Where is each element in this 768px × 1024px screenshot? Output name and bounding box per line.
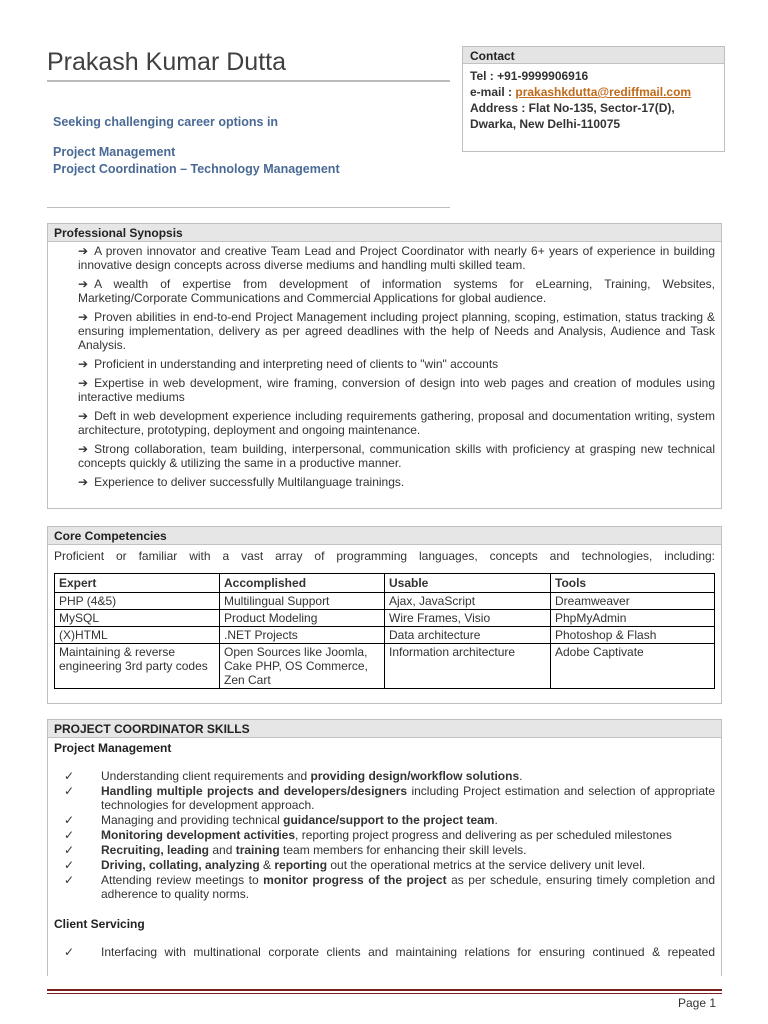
synopsis-item-text: Experience to deliver successfully Multilanguage trainings. bbox=[94, 475, 405, 489]
table-row bbox=[55, 610, 715, 627]
skill-text-part: . bbox=[494, 813, 498, 827]
table-cell: MySQL bbox=[55, 610, 220, 627]
table-cell: Ajax, JavaScript bbox=[385, 593, 551, 610]
checkmark-icon: ✓ bbox=[64, 858, 75, 872]
skill-item bbox=[64, 769, 715, 783]
checkmark-icon: ✓ bbox=[64, 873, 75, 887]
table-cell: Adobe Captivate bbox=[551, 644, 715, 689]
career-objective bbox=[53, 114, 443, 178]
contact-title: Contact bbox=[463, 47, 724, 64]
skill-item-text bbox=[101, 843, 715, 857]
skill-text-part: & bbox=[259, 858, 275, 872]
arrow-icon: ➔ bbox=[78, 475, 89, 489]
contact-phone: Tel : +91-9999906916 bbox=[470, 69, 589, 83]
core-competencies-section bbox=[47, 526, 722, 704]
skill-item-text: Interfacing with multinational corporate clients and maintaining relations for ensuring continued & repeated bbox=[101, 945, 715, 959]
project-management-list bbox=[48, 755, 721, 901]
table-cell: Product Modeling bbox=[220, 610, 385, 627]
skill-item bbox=[64, 843, 715, 857]
footer-rule-thin bbox=[47, 993, 722, 994]
synopsis-item bbox=[78, 409, 715, 437]
project-management-heading: Project Management bbox=[54, 741, 172, 755]
skill-text-part: out the operational metrics at the service delivery unit level. bbox=[327, 858, 646, 872]
arrow-icon: ➔ bbox=[78, 409, 89, 423]
table-header: Expert bbox=[55, 574, 220, 593]
table-row bbox=[55, 593, 715, 610]
skill-item bbox=[64, 813, 715, 827]
candidate-name: Prakash Kumar Dutta bbox=[47, 48, 286, 76]
arrow-icon: ➔ bbox=[78, 376, 89, 390]
skill-highlight: training bbox=[235, 843, 280, 857]
client-servicing-heading: Client Servicing bbox=[54, 917, 145, 931]
objective-intro: Seeking challenging career options in bbox=[53, 115, 279, 129]
contact-email-line bbox=[470, 84, 717, 100]
skill-item-text bbox=[101, 813, 715, 827]
synopsis-item bbox=[78, 442, 715, 470]
skill-text-part: as per schedule, ensuring timely completion and adherence to quality norms. bbox=[101, 873, 715, 901]
skill-highlight: reporting bbox=[274, 858, 328, 872]
table-cell: Open Sources like Joomla, Cake PHP, OS Commerce, Zen Cart bbox=[220, 644, 385, 689]
skill-text-part: Attending review meetings to bbox=[101, 873, 264, 887]
contact-email-label: e-mail : bbox=[470, 85, 516, 99]
table-header: Accomplished bbox=[220, 574, 385, 593]
checkmark-icon: ✓ bbox=[64, 945, 75, 959]
arrow-icon: ➔ bbox=[78, 310, 89, 324]
objective-area-1: Project Management bbox=[53, 145, 176, 159]
contact-address-line-1: Address : Flat No-135, Sector-17(D), bbox=[470, 101, 675, 115]
table-cell: (X)HTML bbox=[55, 627, 220, 644]
synopsis-item-text: Proficient in understanding and interpreting need of clients to "win" accounts bbox=[94, 357, 499, 371]
arrow-icon: ➔ bbox=[78, 277, 89, 291]
competencies-title: Core Competencies bbox=[48, 527, 721, 545]
table-cell: Maintaining & reverse engineering 3rd party codes bbox=[55, 644, 220, 689]
skill-text-part: and bbox=[209, 843, 236, 857]
checkmark-icon: ✓ bbox=[64, 813, 75, 827]
table-row bbox=[55, 627, 715, 644]
synopsis-item-text: Deft in web development experience including requirements gathering, proposal and documentation writing, system architecture, prototyping, deployment and ongoing maintenance. bbox=[78, 409, 715, 437]
skill-item bbox=[64, 784, 715, 812]
synopsis-item bbox=[78, 244, 715, 272]
table-cell: Wire Frames, Visio bbox=[385, 610, 551, 627]
checkmark-icon: ✓ bbox=[64, 843, 75, 857]
contact-box bbox=[462, 46, 725, 152]
footer-rule bbox=[47, 989, 722, 991]
client-servicing-list bbox=[48, 931, 721, 959]
project-coordinator-skills-section bbox=[47, 719, 722, 976]
objective-divider bbox=[47, 207, 450, 208]
competencies-table bbox=[54, 573, 715, 689]
skill-item-text bbox=[101, 873, 715, 901]
table-cell: Multilingual Support bbox=[220, 593, 385, 610]
table-cell: Dreamweaver bbox=[551, 593, 715, 610]
skill-text-part: team members for enhancing their skill levels. bbox=[279, 843, 527, 857]
synopsis-item-text: A proven innovator and creative Team Lead and Project Coordinator with nearly 6+ years of experience in building innovative design concepts across diverse mediums and handling multi skilled team. bbox=[78, 244, 715, 272]
skill-item bbox=[64, 828, 715, 842]
competencies-intro: Proficient or familiar with a vast array of programming languages, concepts and technologies, including: bbox=[54, 549, 715, 563]
arrow-icon: ➔ bbox=[78, 357, 89, 371]
table-cell: Data architecture bbox=[385, 627, 551, 644]
skill-item-text bbox=[101, 828, 715, 842]
synopsis-item bbox=[78, 357, 715, 371]
skill-highlight: Monitoring development activities bbox=[101, 828, 296, 842]
skill-text-part: , reporting project progress and delivering as per scheduled milestones bbox=[295, 828, 672, 842]
table-cell: Photoshop & Flash bbox=[551, 627, 715, 644]
synopsis-item-text: A wealth of expertise from development of information systems for eLearning, Training, Websites, Marketing/Corporate Communications and Commercial Applications for global audience. bbox=[78, 277, 715, 305]
skill-text-part: Understanding client requirements and bbox=[101, 769, 311, 783]
contact-address-line-2: Dwarka, New Delhi-110075 bbox=[470, 117, 621, 131]
skills-title: PROJECT COORDINATOR SKILLS bbox=[48, 720, 721, 738]
synopsis-list bbox=[48, 242, 721, 489]
synopsis-item-text: Strong collaboration, team building, interpersonal, communication skills with proficiency at grasping new technical concepts quickly & utilizing the same in a productive manner. bbox=[78, 442, 715, 470]
skill-highlight: monitor progress of the project bbox=[263, 873, 447, 887]
table-cell: Information architecture bbox=[385, 644, 551, 689]
synopsis-item bbox=[78, 376, 715, 404]
table-header: Usable bbox=[385, 574, 551, 593]
skill-item bbox=[64, 858, 715, 872]
skill-item bbox=[64, 945, 715, 959]
skill-highlight: Recruiting, leading bbox=[101, 843, 210, 857]
skill-item bbox=[64, 873, 715, 901]
table-cell: .NET Projects bbox=[220, 627, 385, 644]
synopsis-item bbox=[78, 310, 715, 352]
skill-item-text bbox=[101, 784, 715, 812]
synopsis-title: Professional Synopsis bbox=[48, 224, 721, 242]
skill-highlight: Handling multiple projects and developers/designers bbox=[101, 784, 408, 798]
skill-highlight: guidance/support to the project team bbox=[283, 813, 495, 827]
name-divider bbox=[47, 80, 450, 82]
skill-item-text bbox=[101, 769, 715, 783]
skill-highlight: providing design/workflow solutions bbox=[310, 769, 520, 783]
skill-item-text bbox=[101, 858, 715, 872]
table-header: Tools bbox=[551, 574, 715, 593]
checkmark-icon: ✓ bbox=[64, 769, 75, 783]
objective-area-2: Project Coordination – Technology Management bbox=[53, 162, 340, 176]
page-number: Page 1 bbox=[678, 996, 717, 1010]
skill-text-part: Managing and providing technical bbox=[101, 813, 284, 827]
synopsis-item bbox=[78, 475, 715, 489]
checkmark-icon: ✓ bbox=[64, 784, 75, 798]
table-cell: PHP (4&5) bbox=[55, 593, 220, 610]
synopsis-item bbox=[78, 277, 715, 305]
checkmark-icon: ✓ bbox=[64, 828, 75, 842]
skill-text-part: . bbox=[519, 769, 523, 783]
synopsis-item-text: Expertise in web development, wire framing, conversion of design into web pages and creation of modules using interactive mediums bbox=[78, 376, 715, 404]
skill-text-part: including Project estimation and selection of appropriate technologies for development approach. bbox=[101, 784, 716, 812]
table-row bbox=[55, 644, 715, 689]
arrow-icon: ➔ bbox=[78, 442, 89, 456]
arrow-icon: ➔ bbox=[78, 244, 89, 258]
skill-highlight: Driving, collating, analyzing bbox=[101, 858, 260, 872]
table-cell: PhpMyAdmin bbox=[551, 610, 715, 627]
professional-synopsis-section bbox=[47, 223, 722, 509]
contact-email-link[interactable]: prakashkdutta@rediffmail.com bbox=[515, 85, 692, 99]
synopsis-item-text: Proven abilities in end-to-end Project Management including project planning, scoping, estimation, status tracking & ensuring implementation, delivery as per agreed deadlines with the help of Needs and Analysis, Audience and Task Analysis. bbox=[78, 310, 715, 352]
